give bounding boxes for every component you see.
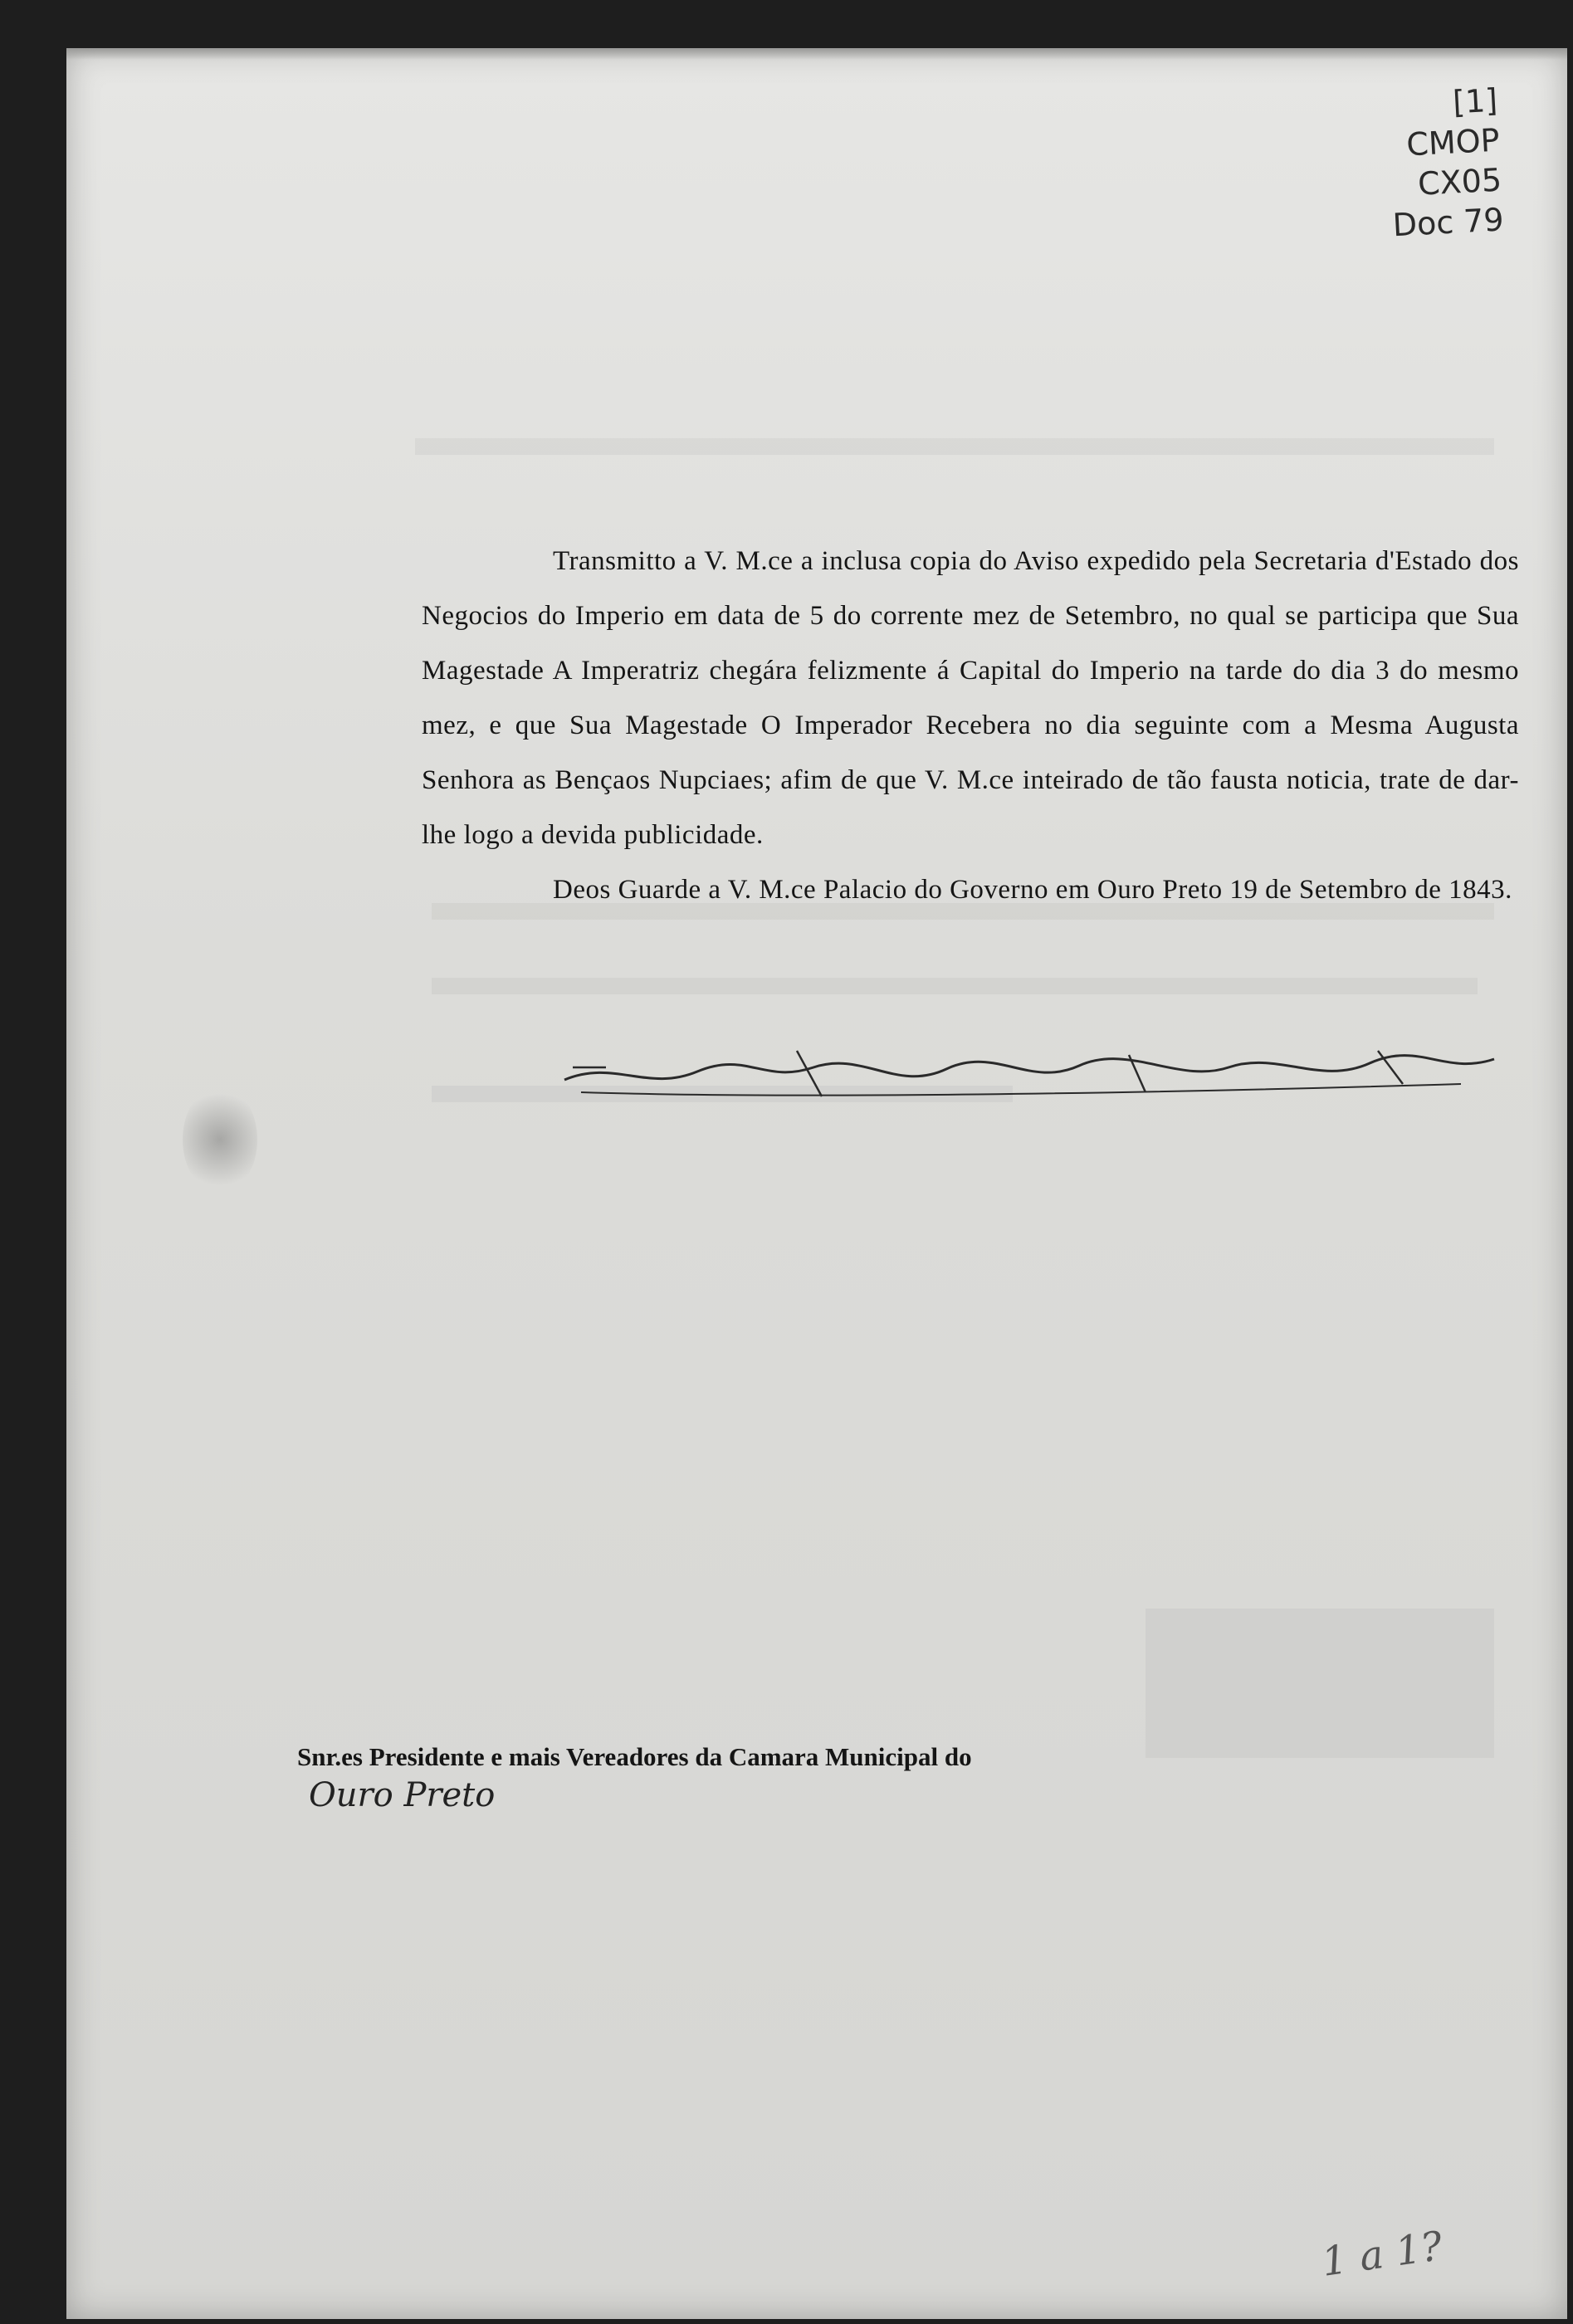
archive-note-line: [1]	[1452, 81, 1499, 121]
ink-stain	[183, 1086, 257, 1194]
archive-reference-note	[1385, 81, 1505, 246]
document-page	[66, 48, 1567, 2319]
letter-paragraph: Transmitto a V. M.ce a inclusa copia do Aviso expedido pela Secretaria d'Estado dos Negocios do Imperio em data de 5 do corrente mez de Setembro, no qual se participa que Sua Magestade A Imperatriz chegára felizmente á Capital do Imperio na tarde do dia 3 do mesmo mez, e que Sua Magestade O Imperador Recebera no dia seguinte com a Mesma Augusta Senhora as Bençaos Nupciaes; afim de que V. M.ce inteirado de tão fausta noticia, trate de dar-lhe logo a devida publicidade.	[422, 546, 1519, 850]
letter-closing: Deos Guarde a V. M.ce Palacio do Governo em Ouro Preto 19 de Setembro de 1843.	[553, 875, 1512, 905]
page-top-edge	[66, 48, 1567, 60]
archive-note-line: CX05	[1417, 161, 1503, 203]
archive-note-line: Doc 79	[1391, 201, 1505, 244]
show-through-texture	[1146, 1609, 1494, 1758]
addressee-handwritten: Ouro Preto	[309, 1776, 496, 1814]
show-through-texture	[432, 978, 1478, 994]
archive-note-line: CMOP	[1405, 121, 1501, 164]
addressee-block	[297, 1738, 1028, 1817]
letter-body	[422, 534, 1519, 917]
show-through-texture	[415, 438, 1494, 455]
signature	[548, 1034, 1511, 1109]
folio-note: 1 a 1?	[1318, 2223, 1446, 2286]
addressee-printed: Snr.es Presidente e mais Vereadores da Camara Municipal do	[297, 1742, 972, 1771]
